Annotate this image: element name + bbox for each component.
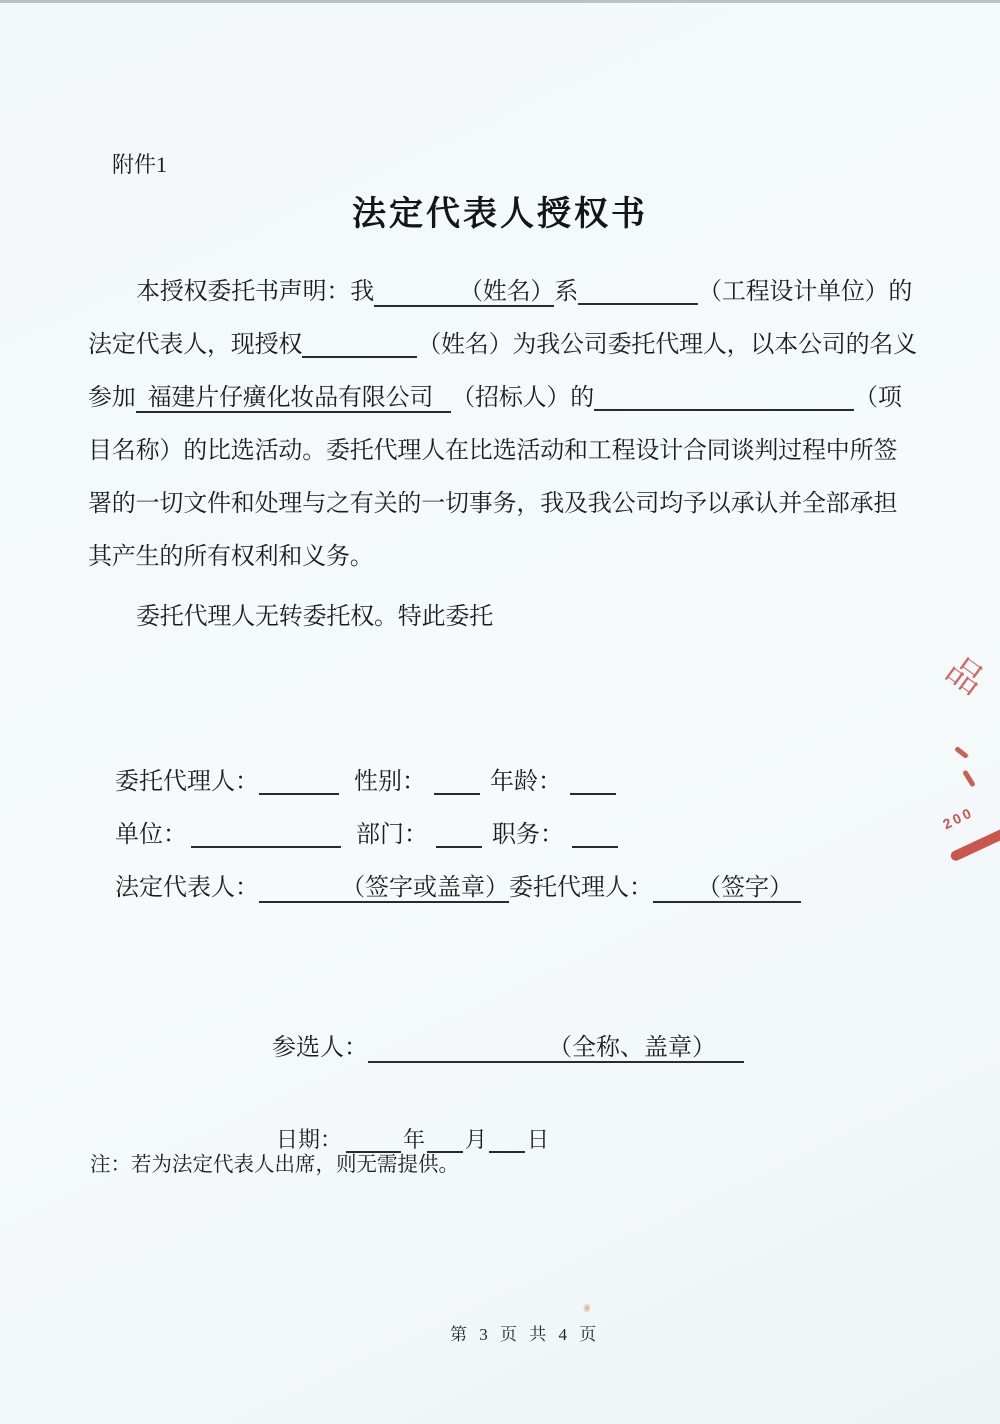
participant-sign-group xyxy=(368,1035,744,1063)
red-seal-stroke-icon xyxy=(954,746,969,759)
unit-info-row xyxy=(115,821,618,849)
participant-hint: （全称、盖章） xyxy=(548,1035,716,1061)
participant-row xyxy=(272,1034,744,1062)
agent-name-blank xyxy=(302,344,417,358)
unit-label: 单位： xyxy=(115,822,187,848)
day-field xyxy=(489,1139,525,1153)
footnote: 注：若为法定代表人出席，则无需提供。 xyxy=(90,1154,459,1176)
legal-rep-label: 法定代表人： xyxy=(115,875,259,901)
line2-text2: （姓名）为我公司委托代理人，以本公司的名义 xyxy=(417,332,918,358)
project-name-blank xyxy=(594,397,854,411)
date-label: 日期： xyxy=(276,1127,343,1152)
document-title: 法定代表人授权书 xyxy=(352,195,648,233)
line2-text: 法定代表人，现授权 xyxy=(88,332,303,358)
agent-label: 委托代理人： xyxy=(115,769,259,795)
line3-text: 参加 xyxy=(88,385,136,411)
date-row xyxy=(276,1127,549,1153)
agent-sign-label: 委托代理人： xyxy=(509,875,653,901)
position-field xyxy=(572,834,618,848)
no-subdelegation-line: 委托代理人无转委托权。特此委托 xyxy=(136,604,493,630)
line1-text2: 系 xyxy=(554,279,579,305)
dept-label: 部门： xyxy=(356,822,428,848)
company-name: 福建片仔癀化妆品有限公司 xyxy=(147,385,434,411)
paragraph-line-5: 署的一切文件和处理与之有关的一切事务，我及我公司均予以承认并全部承担 xyxy=(88,491,898,517)
paragraph-line-2 xyxy=(88,319,928,372)
name-blank-group xyxy=(374,279,554,307)
dept-field xyxy=(436,834,482,848)
page-number: 第 3 页 共 4 页 xyxy=(450,1325,601,1344)
paragraph-line-4: 目名称）的比选活动。委托代理人在比选活动和工程设计合同谈判过程中所签 xyxy=(88,438,898,464)
red-seal-year-digits: 200 xyxy=(940,803,977,833)
position-label: 职务： xyxy=(492,822,564,848)
participant-label: 参选人： xyxy=(272,1035,368,1061)
agent-sign-hint: （签字） xyxy=(697,875,793,901)
declaration-paragraph xyxy=(88,266,928,644)
red-seal-stroke-icon xyxy=(962,770,976,788)
month-field xyxy=(427,1139,463,1153)
year-label: 年 xyxy=(403,1127,426,1152)
gender-field xyxy=(434,781,480,795)
signature-row xyxy=(115,874,801,902)
paragraph-line-6: 其产生的所有权利和义务。 xyxy=(88,544,374,570)
age-label: 年龄： xyxy=(490,769,562,795)
year-field xyxy=(346,1139,401,1153)
gender-label: 性别： xyxy=(354,769,426,795)
legal-rep-sign-hint: （签字或盖章） xyxy=(341,875,509,901)
agent-sign-group xyxy=(653,875,801,903)
day-label: 日 xyxy=(527,1127,550,1152)
unit-blank xyxy=(578,291,698,305)
line3-text3: （项 xyxy=(854,385,902,411)
line1-text3: （工程设计单位）的 xyxy=(698,279,913,305)
unit-field xyxy=(191,834,341,848)
scan-artifact-fleck xyxy=(582,1302,592,1313)
red-seal-fragment-characters: 品 xyxy=(938,648,997,707)
line1-text: 本授权委托书声明：我 xyxy=(136,279,374,305)
red-seal-arc xyxy=(949,824,1000,863)
attachment-label: 附件1 xyxy=(112,152,168,177)
scan-top-edge xyxy=(0,0,1000,3)
month-label: 月 xyxy=(465,1127,488,1152)
company-name-group xyxy=(136,385,452,413)
age-field xyxy=(570,781,616,795)
legal-rep-sign-group xyxy=(259,875,509,903)
agent-name-field xyxy=(259,781,339,795)
agent-info-row xyxy=(115,768,616,796)
line3-text2: （招标人）的 xyxy=(451,385,595,411)
paragraph-line-3 xyxy=(88,372,928,425)
paragraph-line-1 xyxy=(88,266,928,319)
name-hint: （姓名） xyxy=(459,279,555,305)
